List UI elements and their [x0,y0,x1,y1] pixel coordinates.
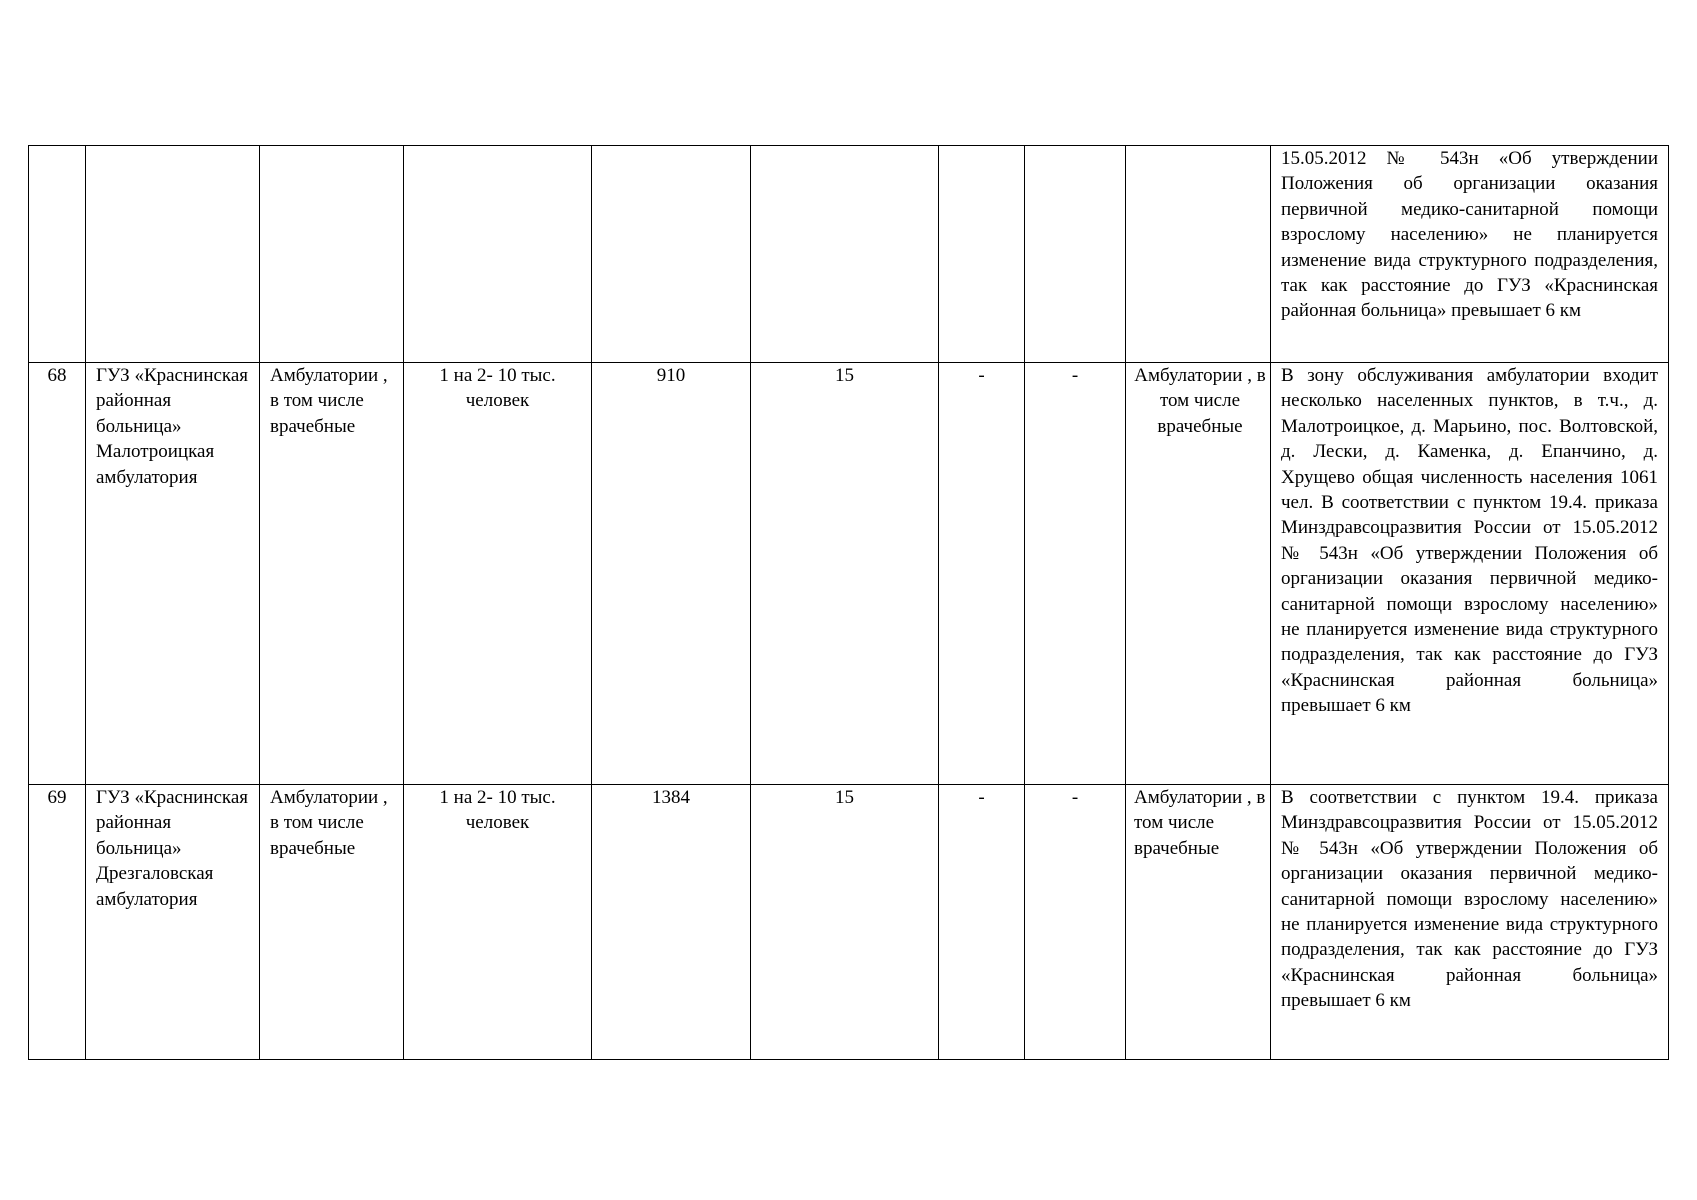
facilities-table [28,145,1669,1060]
column-8-cell [1025,146,1126,363]
note-cell: 15.05.2012 № 543н «Об утверждении Положения об организации оказания первичной медико-санитарной помощи взрослому населению» не планируется изменение вида структурного подразделения, так как расстояние до ГУЗ «Краснинская районная больница» превышает 6 км [1271,146,1669,363]
facility-name-cell: ГУЗ «Краснинская районная больница» Дрезгаловская амбулатория [86,785,260,1060]
note-cell: В зону обслуживания амбулатории входит несколько населенных пунктов, в т.ч., д. Малотроицкое, д. Марьино, пос. Волтовской, д. Лески, д. Каменка, д. Епанчино, д. Хрущево общая численность населения 1061 чел. В соответствии с пунктом 19.4. приказа Минздравсоцразвития России от 15.05.2012 № 543н «Об утверждении Положения об организации оказания первичной медико-санитарной помощи взрослому населению» не планируется изменение вида структурного подразделения, так как расстояние до ГУЗ «Краснинская районная больница» превышает 6 км [1271,363,1669,785]
row-number-cell [29,146,86,363]
row-number-cell: 68 [29,363,86,785]
table-row [29,146,1669,363]
facility-type-cell: Амбулатории , в том числе врачебные [260,363,404,785]
column-7-cell [939,146,1025,363]
population-cell [592,146,751,363]
column-8-cell: - [1025,363,1126,785]
planned-type-cell: Амбулатории , в том числе врачебные [1126,785,1271,1060]
column-8-cell: - [1025,785,1126,1060]
facility-name-cell: ГУЗ «Краснинская районная больница» Малотроицкая амбулатория [86,363,260,785]
population-cell: 910 [592,363,751,785]
norm-cell [404,146,592,363]
norm-cell: 1 на 2- 10 тыс. человек [404,785,592,1060]
table-row [29,363,1669,785]
distance-cell [751,146,939,363]
facility-type-cell: Амбулатории , в том числе врачебные [260,785,404,1060]
planned-type-cell: Амбулатории , в том числе врачебные [1126,363,1271,785]
planned-type-cell [1126,146,1271,363]
facility-type-cell [260,146,404,363]
distance-cell: 15 [751,785,939,1060]
table-row [29,785,1669,1060]
population-cell: 1384 [592,785,751,1060]
distance-cell: 15 [751,363,939,785]
row-number-cell: 69 [29,785,86,1060]
note-cell: В соответствии с пунктом 19.4. приказа Минздравсоцразвития России от 15.05.2012 № 543н «Об утверждении Положения об организации оказания первичной медико-санитарной помощи взрослому населению» не планируется изменение вида структурного подразделения, так как расстояние до ГУЗ «Краснинская районная больница» превышает 6 км [1271,785,1669,1060]
norm-cell: 1 на 2- 10 тыс. человек [404,363,592,785]
facility-name-cell [86,146,260,363]
column-7-cell: - [939,363,1025,785]
column-7-cell: - [939,785,1025,1060]
